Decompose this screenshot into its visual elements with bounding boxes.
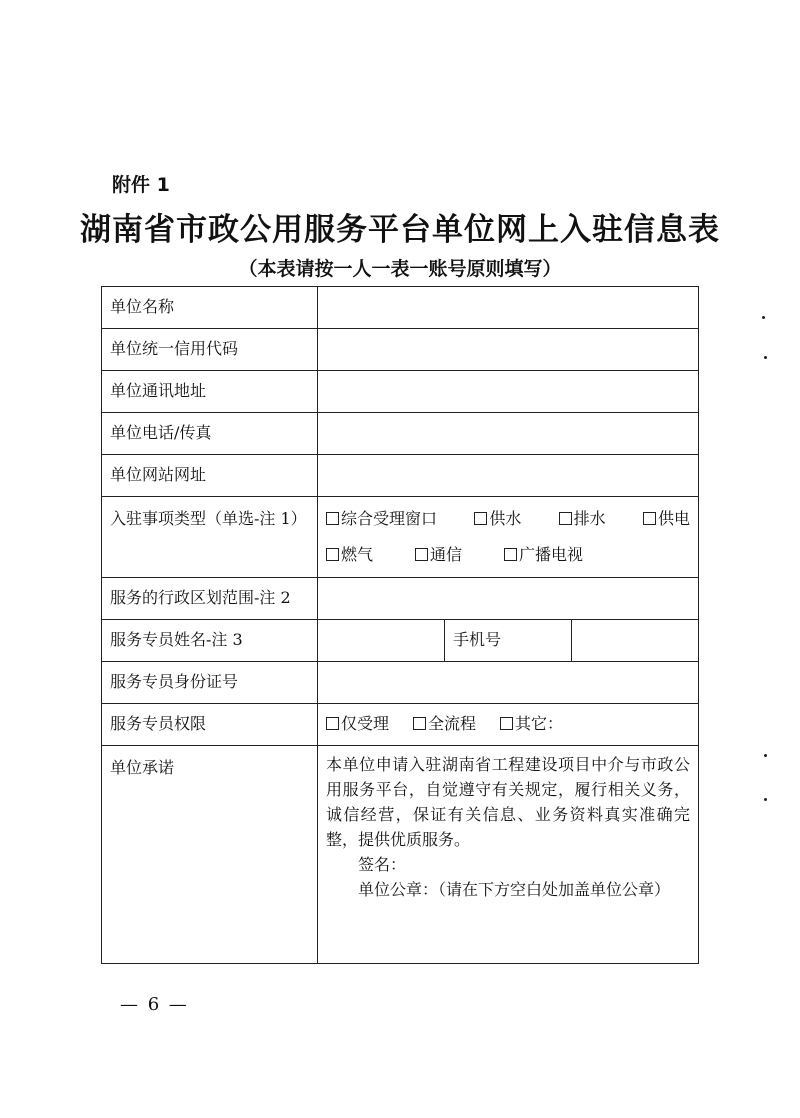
credit-code-label: 单位统一信用代码 [102,329,318,371]
region-field[interactable] [318,578,699,620]
credit-code-field[interactable] [318,329,699,371]
commitment-label: 单位承诺 [102,746,318,964]
type-options-row-2 [326,537,690,573]
registration-form [101,286,699,964]
permission-option[interactable]: 仅受理 [326,714,389,735]
checkbox-icon[interactable] [500,717,513,730]
type-label: 入驻事项类型（单选-注 1） [102,497,318,578]
unit-name-field[interactable] [318,287,699,329]
scan-speck [762,316,765,319]
type-options-row-1 [326,501,690,537]
document-title: 湖南省市政公用服务平台单位网上入驻信息表 [80,212,720,248]
permission-label: 服务专员权限 [102,704,318,746]
checkbox-icon[interactable] [326,717,339,730]
attachment-label: 附件 1 [112,174,170,196]
type-option[interactable]: 排水 [559,509,606,530]
checkbox-icon[interactable] [326,548,339,561]
type-option[interactable]: 燃气 [326,545,373,566]
mobile-field[interactable] [572,620,699,662]
staff-id-field[interactable] [318,662,699,704]
document-subtitle: （本表请按一人一表一账号原则填写） [238,258,562,280]
permission-option[interactable]: 全流程 [413,714,476,735]
scan-speck [764,798,767,801]
staff-name-field[interactable] [318,620,445,662]
address-field[interactable] [318,371,699,413]
commitment-cell [318,746,699,964]
seal-line: 单位公章：（请在下方空白处加盖单位公章） [358,880,671,899]
unit-name-label: 单位名称 [102,287,318,329]
type-option[interactable]: 广播电视 [504,545,583,566]
checkbox-icon[interactable] [643,512,656,525]
phone-fax-label: 单位电话/传真 [102,413,318,455]
permission-option[interactable]: 其它： [500,714,563,735]
checkbox-icon[interactable] [474,512,487,525]
checkbox-icon[interactable] [413,717,426,730]
type-option[interactable]: 综合受理窗口 [326,509,437,530]
scan-speck [764,356,767,359]
checkbox-icon[interactable] [415,548,428,561]
staff-id-label: 服务专员身份证号 [102,662,318,704]
checkbox-icon[interactable] [559,512,572,525]
type-option[interactable]: 供电 [643,509,690,530]
staff-name-label: 服务专员姓名-注 3 [102,620,318,662]
website-label: 单位网站网址 [102,455,318,497]
scan-speck [764,754,767,757]
phone-fax-field[interactable] [318,413,699,455]
region-label: 服务的行政区划范围-注 2 [102,578,318,620]
signature-line: 签名： [358,855,407,874]
type-options [318,497,699,578]
type-option[interactable]: 供水 [474,509,521,530]
address-label: 单位通讯地址 [102,371,318,413]
checkbox-icon[interactable] [504,548,517,561]
commitment-text: 本单位申请入驻湖南省工程建设项目中介与市政公用服务平台，自觉遵守有关规定，履行相关义务，诚信经营，保证有关信息、业务资料真实准确完整，提供优质服务。 [326,755,690,849]
website-field[interactable] [318,455,699,497]
mobile-label: 手机号 [445,620,572,662]
checkbox-icon[interactable] [326,512,339,525]
type-option[interactable]: 通信 [415,545,462,566]
page-number: — 6 — [120,994,189,1015]
permission-options [318,704,699,746]
